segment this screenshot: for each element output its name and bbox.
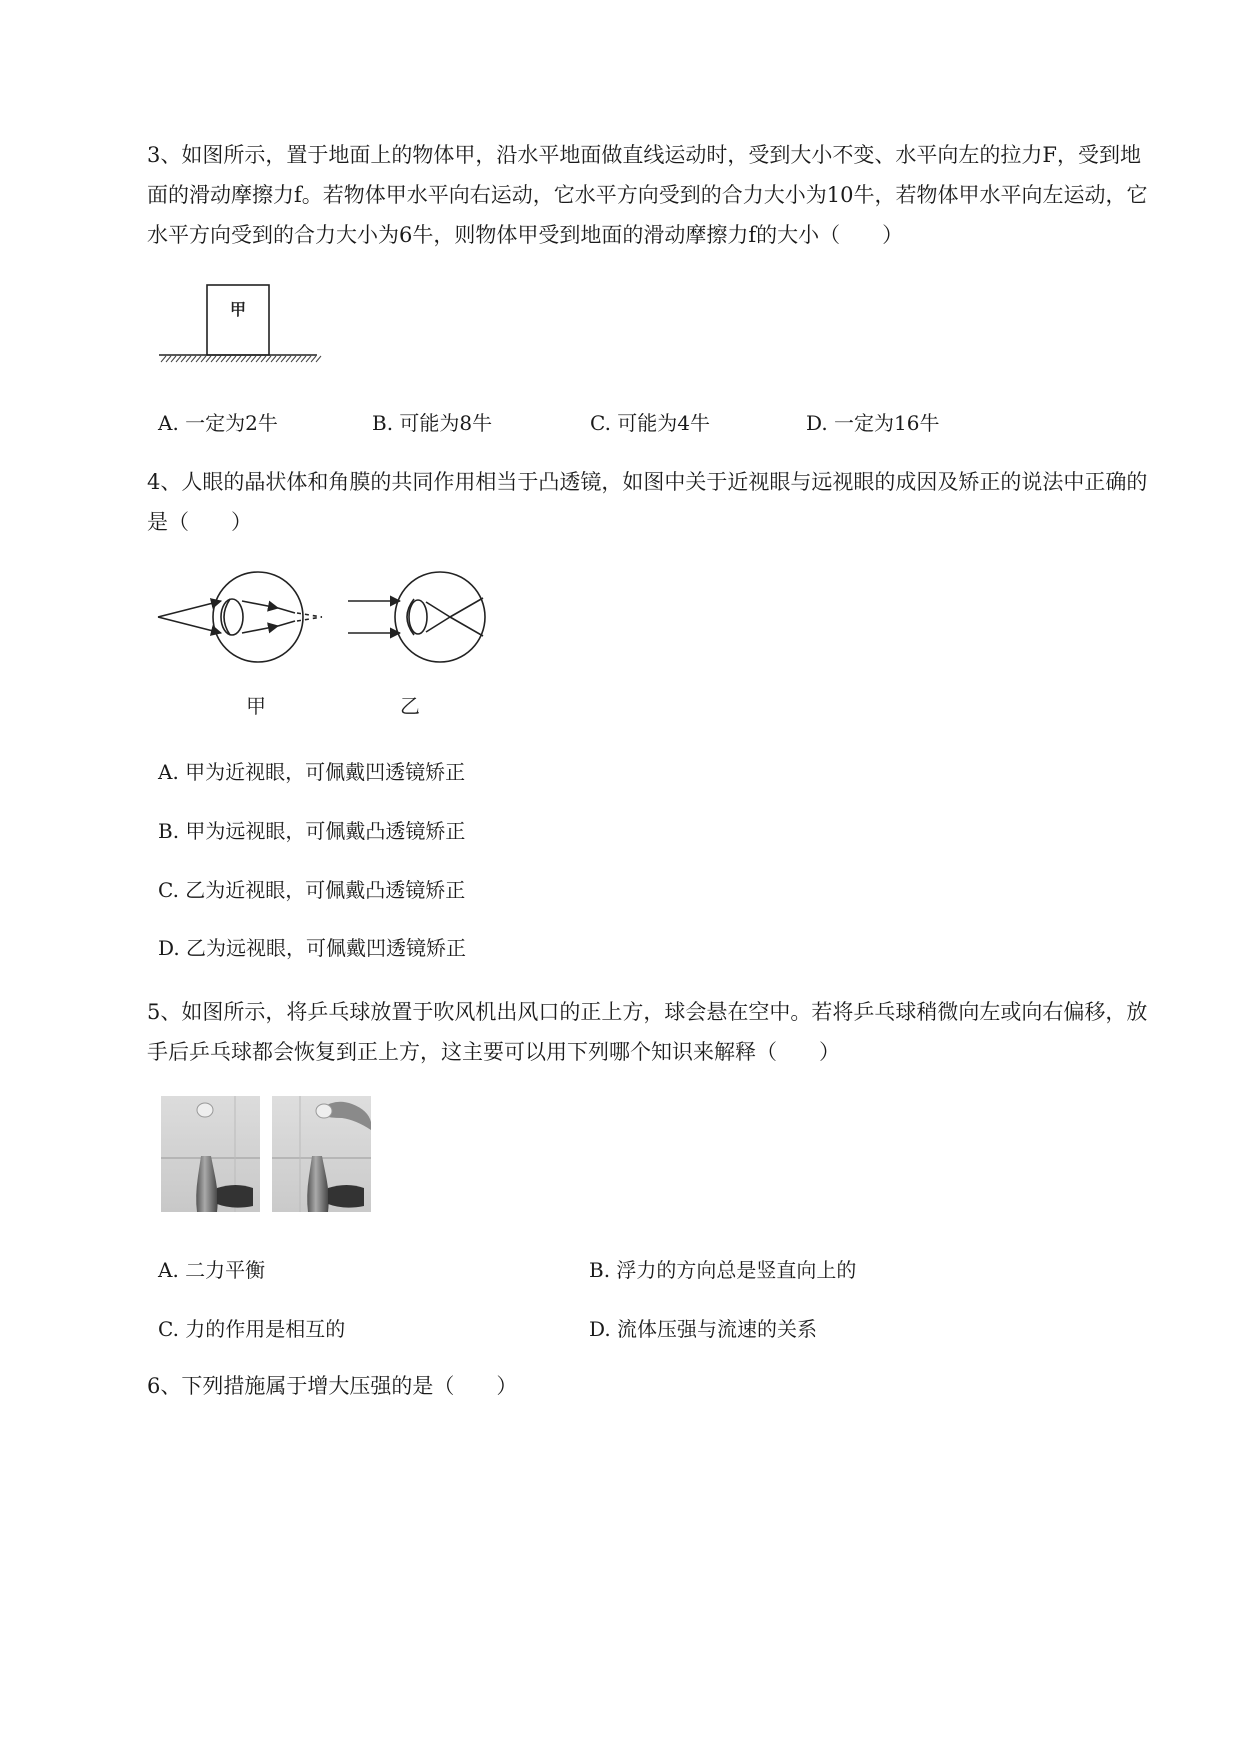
eye-jia: [158, 572, 322, 662]
eye-yi: [348, 572, 485, 662]
question-text: 如图所示，将乒乓球放置于吹风机出风口的正上方，球会悬在空中。若将乒乓球稍微向左或向右偏移，放手后乒乓球都会恢复到正上方，这主要可以用下列哪个知识来解释（ ）: [147, 1000, 1148, 1064]
question-number: 4、: [147, 470, 182, 494]
figure-label-jia: 甲: [246, 694, 266, 718]
ping-pong-ball: [197, 1103, 213, 1117]
ping-pong-ball: [316, 1104, 332, 1118]
question-3-option-c[interactable]: C. 可能为4牛: [590, 411, 711, 435]
question-text: 如图所示，置于地面上的物体甲，沿水平地面做直线运动时，受到大小不变、水平向左的拉力F，受到地面的滑动摩擦力f。若物体甲水平向右运动，它水平方向受到的合力大小为10牛，若物体甲水平向左运动，它水平方向受到的合力大小为6牛，则物体甲受到地面的滑动摩擦力f的大小（ ）: [147, 143, 1148, 247]
question-3-stem: [147, 135, 1157, 255]
question-number: 5、: [147, 1000, 182, 1024]
question-3-option-d[interactable]: D. 一定为16牛: [806, 411, 940, 435]
question-number: 3、: [147, 143, 182, 167]
block-jia: [207, 285, 269, 355]
hair-dryer-photo-1: [161, 1096, 260, 1212]
question-3-option-a[interactable]: A. 一定为2牛: [158, 411, 278, 435]
question-number: 6、: [147, 1374, 182, 1398]
ground-hatching: [161, 356, 321, 362]
question-5-option-b[interactable]: B. 浮力的方向总是竖直向上的: [589, 1258, 857, 1282]
question-3-option-b[interactable]: B. 可能为8牛: [372, 411, 493, 435]
block-label: 甲: [229, 300, 247, 319]
question-4-option-b[interactable]: B. 甲为远视眼，可佩戴凸透镜矫正: [158, 819, 466, 843]
question-5-option-a[interactable]: A. 二力平衡: [158, 1258, 266, 1282]
question-5-stem: [147, 992, 1157, 1072]
block-on-ground-figure: [155, 280, 325, 370]
question-6-stem: [147, 1366, 1157, 1406]
question-4-stem: [147, 462, 1157, 542]
question-text: 下列措施属于增大压强的是（ ）: [181, 1374, 518, 1398]
hair-dryer-photo-2: [272, 1096, 371, 1212]
question-5-option-d[interactable]: D. 流体压强与流速的关系: [589, 1317, 818, 1341]
question-4-option-a[interactable]: A. 甲为近视眼，可佩戴凹透镜矫正: [158, 760, 466, 784]
eye-diagram-figure: [150, 568, 495, 728]
figure-label-yi: 乙: [400, 694, 420, 718]
question-text: 人眼的晶状体和角膜的共同作用相当于凸透镜，如图中关于近视眼与远视眼的成因及矫正的说法中正确的是（ ）: [147, 470, 1148, 534]
question-4-option-d[interactable]: D. 乙为远视眼，可佩戴凹透镜矫正: [158, 936, 467, 960]
question-5-option-c[interactable]: C. 力的作用是相互的: [158, 1317, 346, 1341]
question-4-option-c[interactable]: C. 乙为近视眼，可佩戴凸透镜矫正: [158, 878, 466, 902]
